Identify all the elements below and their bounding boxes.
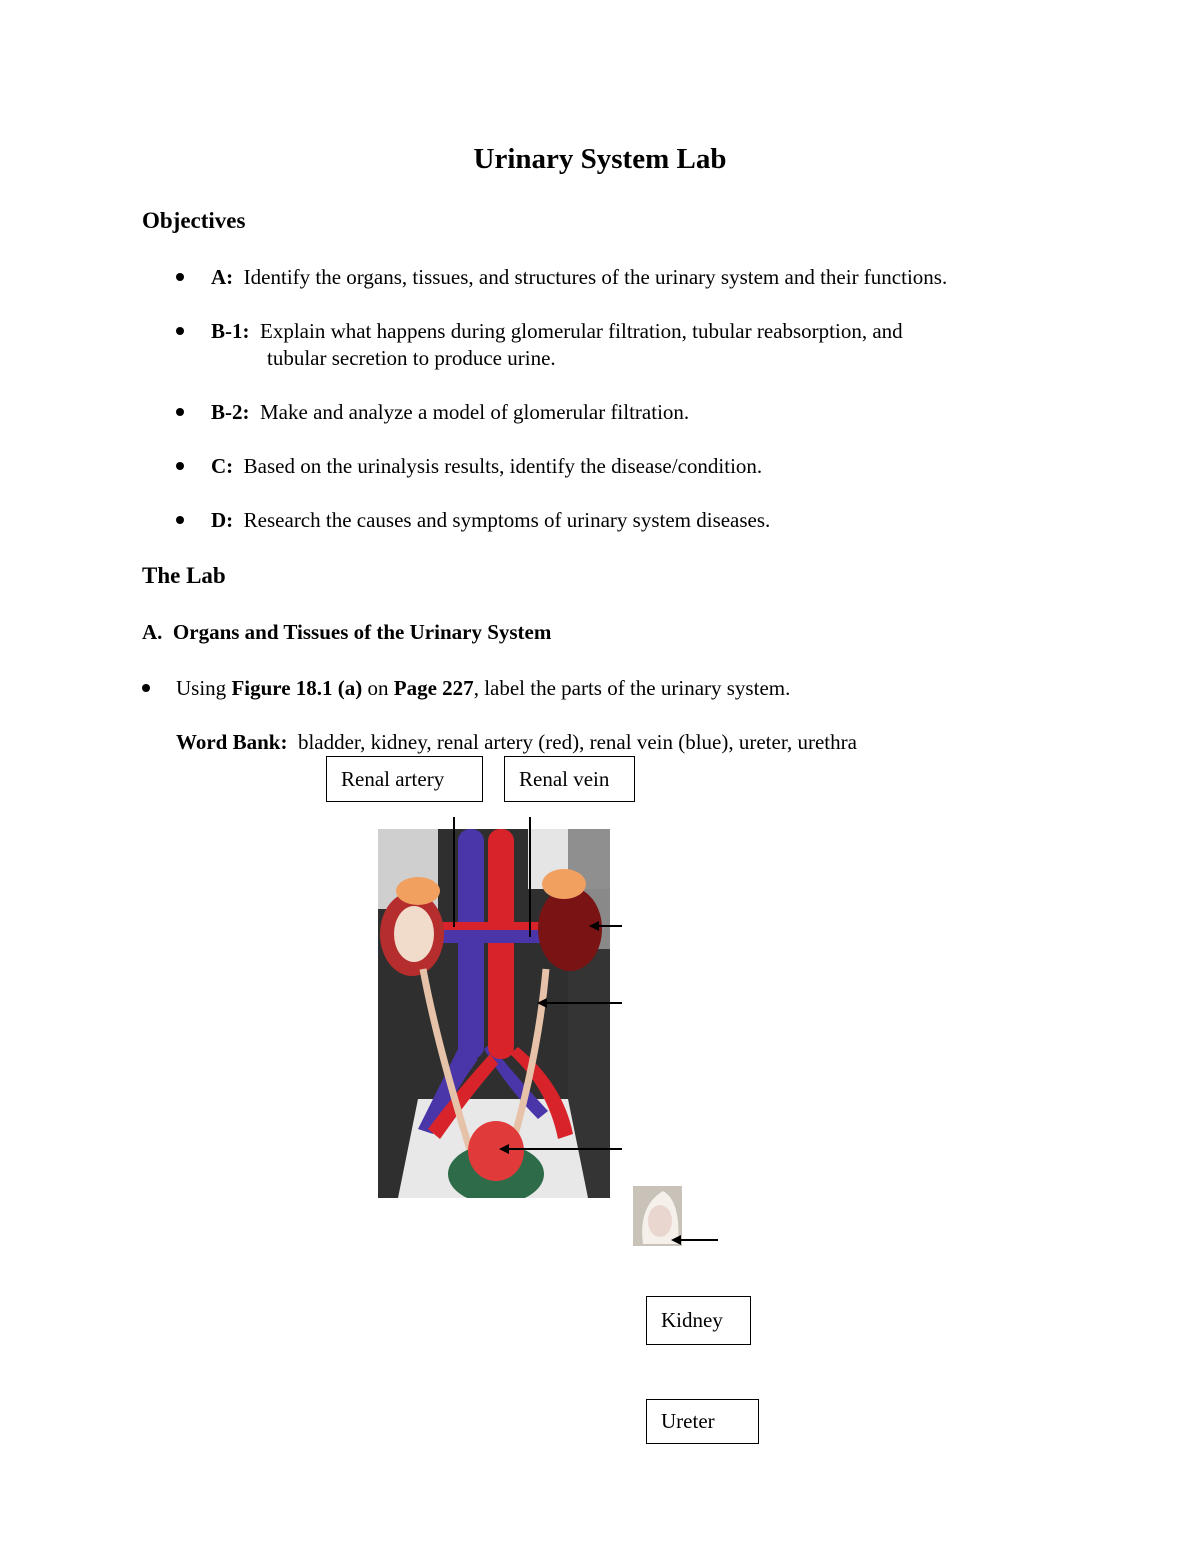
objective-text: Identify the organs, tissues, and structures of the urinary system and their functions. — [243, 265, 948, 289]
label-box-renal-vein[interactable]: Renal vein — [504, 756, 635, 802]
objective-key: C: — [211, 454, 234, 478]
objective-key: B-2: — [211, 400, 250, 424]
page-title: Urinary System Lab — [473, 143, 727, 175]
objective-key: B-1: — [211, 319, 250, 343]
label-box-kidney[interactable]: Kidney — [646, 1296, 751, 1345]
section-a-heading — [142, 620, 551, 645]
arrow-head-icon — [589, 921, 599, 931]
arrow-head-icon — [671, 1235, 681, 1245]
label-box-renal-artery[interactable]: Renal artery — [326, 756, 483, 802]
section-letter: A. — [142, 620, 163, 644]
objective-item — [211, 453, 762, 480]
instruction-post: , label the parts of the urinary system. — [473, 676, 791, 700]
objective-text-continued: tubular secretion to produce urine. — [267, 346, 556, 370]
arrow-renal-artery — [453, 817, 455, 927]
objective-item — [211, 318, 903, 345]
objective-item — [211, 399, 689, 426]
instruction-mid: on — [362, 676, 394, 700]
bullet-icon — [176, 327, 184, 335]
arrow-line — [508, 1148, 622, 1150]
objective-text: Make and analyze a model of glomerular filtration. — [260, 400, 690, 424]
objective-item — [211, 507, 770, 534]
arrow-line — [680, 1239, 718, 1241]
objective-key: A: — [211, 265, 234, 289]
bullet-icon — [176, 408, 184, 416]
word-bank-terms: bladder, kidney, renal artery (red), renal vein (blue), ureter, urethra — [297, 730, 857, 754]
arrow-renal-vein — [529, 817, 531, 937]
bullet-icon — [142, 684, 150, 692]
objective-text: Research the causes and symptoms of urinary system diseases. — [243, 508, 771, 532]
objectives-heading: Objectives — [142, 208, 246, 233]
bullet-icon — [176, 516, 184, 524]
label-box-ureter[interactable]: Ureter — [646, 1399, 759, 1444]
figure-reference: Figure 18.1 (a) — [231, 676, 363, 700]
urinary-system-model-image — [378, 829, 610, 1198]
word-bank — [176, 729, 857, 756]
section-title: Organs and Tissues of the Urinary System — [172, 620, 552, 644]
arrow-line — [546, 1002, 622, 1004]
word-bank-label: Word Bank: — [176, 730, 288, 754]
bullet-icon — [176, 273, 184, 281]
page-reference: Page 227 — [393, 676, 474, 700]
objective-text: Explain what happens during glomerular filtration, tubular reabsorption, and — [260, 319, 903, 343]
objective-key: D: — [211, 508, 234, 532]
objective-text: Based on the urinalysis results, identify the disease/condition. — [243, 454, 763, 478]
arrow-head-icon — [499, 1144, 509, 1154]
arrow-head-icon — [537, 998, 547, 1008]
arrow-line — [598, 925, 622, 927]
instruction-pre: Using — [176, 676, 232, 700]
instruction-text — [176, 675, 790, 702]
objective-item — [211, 264, 947, 291]
lab-heading: The Lab — [142, 563, 226, 588]
bullet-icon — [176, 462, 184, 470]
